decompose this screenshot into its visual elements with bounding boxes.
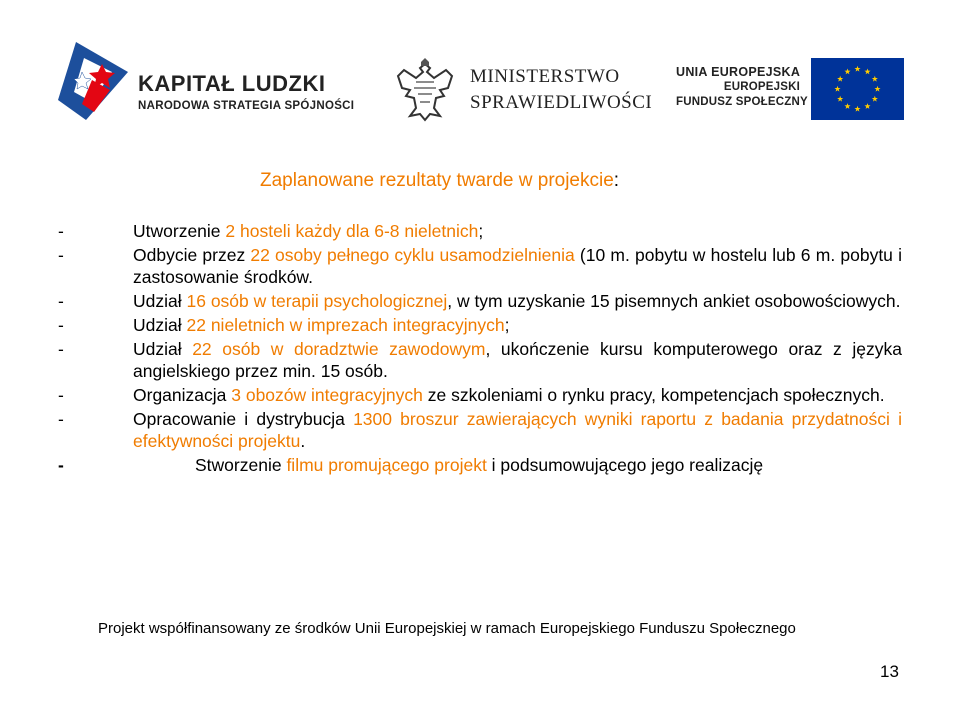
polish-eagle-emblem — [394, 58, 456, 122]
list-item: - Udział 16 osób w terapii psychologicznej, w tym uzyskanie 15 pisemnych ankiet osobowościowych. — [58, 291, 901, 311]
list-item: - Organizacja 3 obozów integracyjnych ze szkoleniami o rynku pracy, kompetencjach społecznych. — [58, 385, 885, 405]
kl-title: KAPITAŁ LUDZKI — [138, 71, 326, 96]
ministry-line2: SPRAWIEDLIWOŚCI — [470, 92, 653, 113]
list-item: - Utworzenie 2 hosteli każdy dla 6-8 nieletnich; — [58, 221, 484, 241]
ministry-line1: MINISTERSTWO — [470, 66, 620, 87]
list-item: - Odbycie przez 22 osoby pełnego cyklu usamodzielnienia (10 m. pobytu w hostelu lub 6 m. pobytu i zastosowanie środków. — [58, 245, 903, 287]
eu-flag-icon — [811, 58, 904, 120]
header — [0, 0, 960, 130]
eu-line2: EUROPEJSKI — [723, 81, 800, 93]
eu-line3: FUNDUSZ SPOŁECZNY — [676, 96, 808, 108]
list-item: - Stworzenie filmu promującego projekt i podsumowującego jego realizację — [58, 455, 764, 475]
list-item: - Opracowanie i dystrybucja 1300 broszur zawierających wyniki raportu z badania przydatności i efektywności projektu. — [58, 409, 902, 451]
results-list — [58, 220, 902, 478]
list-item: - Udział 22 nieletnich w imprezach integracyjnych; — [58, 315, 510, 335]
kl-subtitle: NARODOWA STRATEGIA SPÓJNOŚCI — [138, 100, 355, 112]
page-number: 13 — [880, 662, 899, 681]
list-item: - Udział 22 osób w doradztwie zawodowym, ukończenie kursu komputerowego oraz z języka angielskiego przez min. 15 osób. — [58, 339, 902, 381]
kapital-ludzki-logo — [58, 42, 128, 120]
eu-line1: UNIA EUROPEJSKA — [676, 65, 801, 79]
page-title: Zaplanowane rezultaty twarde w projekcie: — [260, 170, 620, 191]
footer-text: Projekt współfinansowany ze środków Unii Europejskiej w ramach Europejskiego Funduszu Społecznego — [98, 620, 796, 637]
